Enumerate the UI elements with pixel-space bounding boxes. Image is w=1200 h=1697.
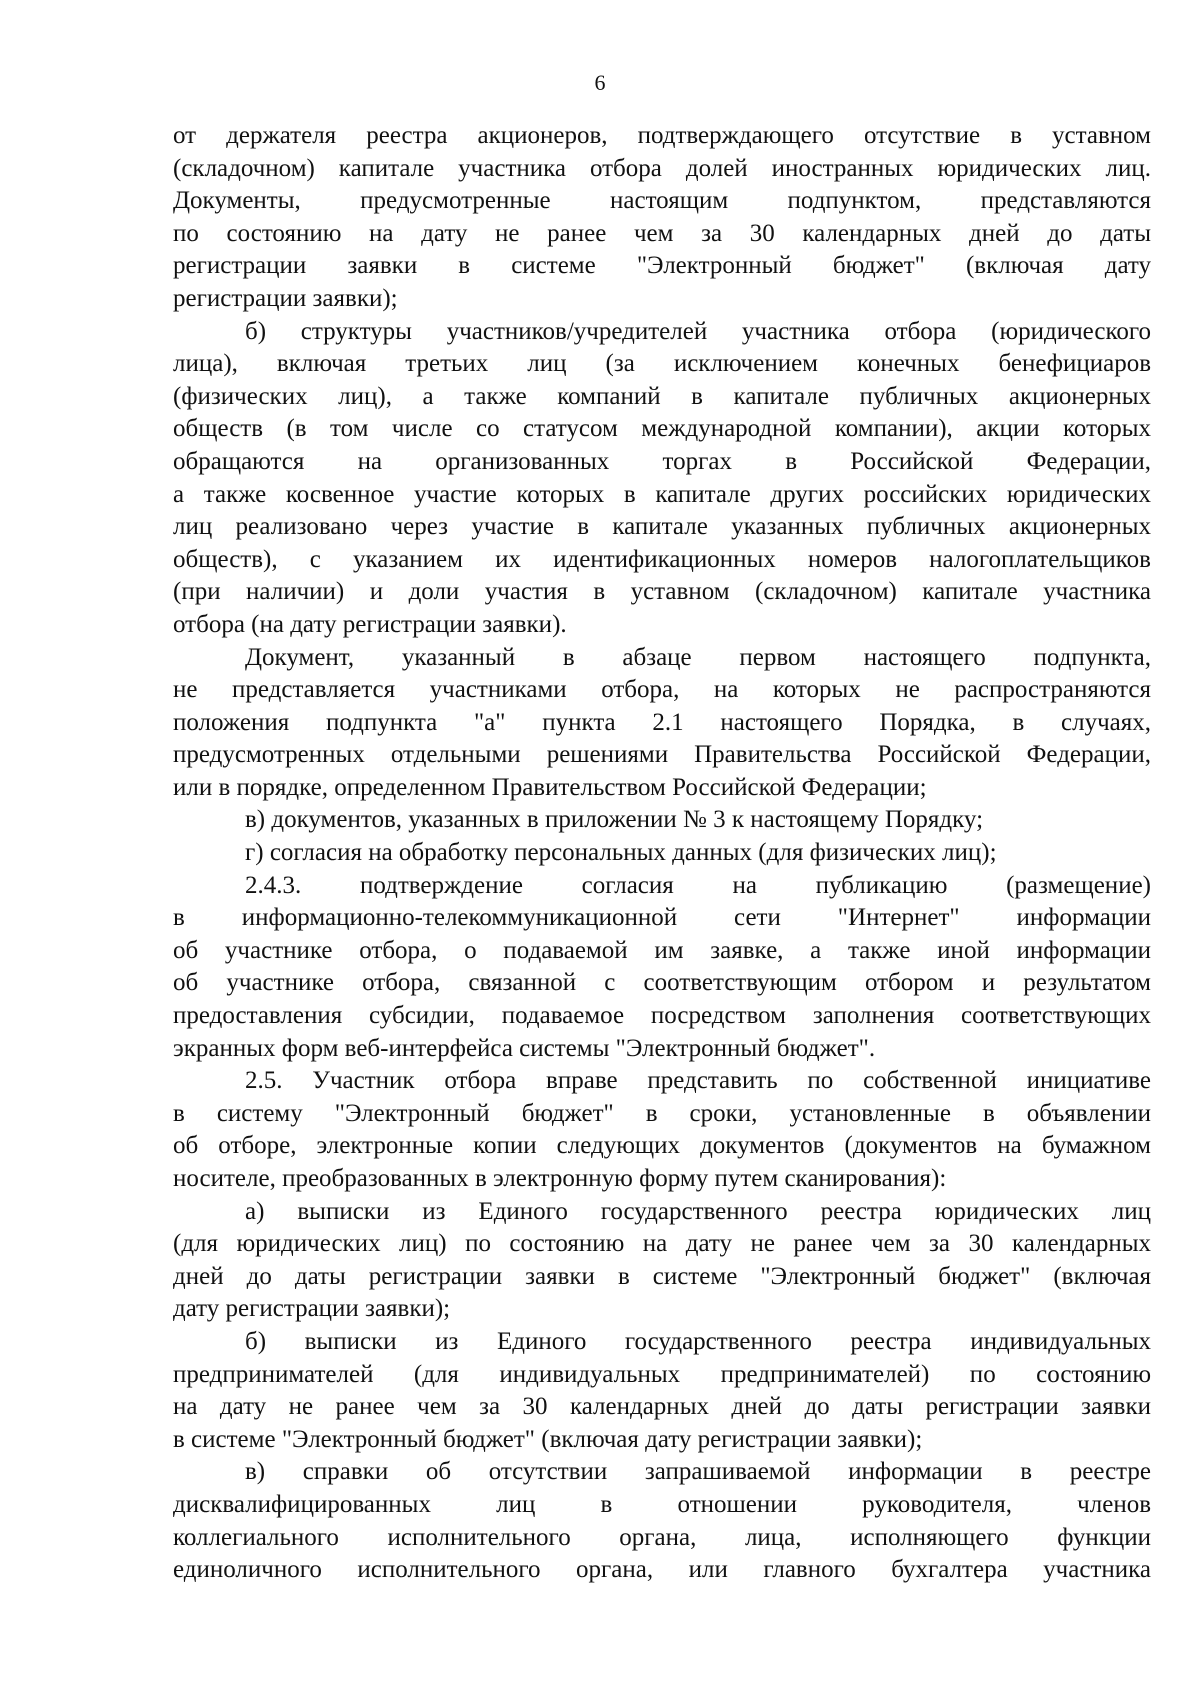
text-line: носителе, преобразованных в электронную форму путем сканирования): [173, 1165, 947, 1192]
text-line: (физических лиц), а также компаний в капитале публичных акционерных [173, 382, 1151, 410]
text-line: (складочном) капитале участника отбора долей иностранных юридических лиц. [173, 154, 1151, 182]
text-line: не представляется участниками отбора, на которых не распространяются [173, 676, 1151, 704]
text-line: отбора (на дату регистрации заявки). [173, 610, 567, 638]
text-line: об участнике отбора, о подаваемой им заявке, а также иной информации [173, 936, 1151, 964]
text-line: на дату не ранее чем за 30 календарных дней до даты регистрации заявки [173, 1393, 1151, 1421]
text-line: г) согласия на обработку персональных данных (для физических лиц); [245, 839, 997, 867]
text-line: б) структуры участников/учредителей участника отбора (юридического [245, 317, 1151, 345]
text-line: в информационно-телекоммуникационной сети "Интернет" информации [173, 904, 1151, 932]
text-line: об участнике отбора, связанной с соответствующим отбором и результатом [173, 969, 1151, 997]
text-line: от держателя реестра акционеров, подтверждающего отсутствие в уставном [173, 122, 1151, 149]
text-line: (для юридических лиц) по состоянию на дату не ранее чем за 30 календарных [173, 1230, 1151, 1258]
text-line: в) документов, указанных в приложении № 3 к настоящему Порядку; [245, 806, 984, 834]
text-line: по состоянию на дату не ранее чем за 30 календарных дней до даты [173, 219, 1151, 247]
text-line: или в порядке, определенном Правительством Российской Федерации; [173, 773, 927, 801]
text-line: предоставления субсидии, подаваемое посредством заполнения соответствующих [173, 1002, 1151, 1030]
text-line: в систему "Электронный бюджет" в сроки, установленные в объявлении [173, 1099, 1151, 1127]
text-line: в системе "Электронный бюджет" (включая дату регистрации заявки); [173, 1425, 923, 1453]
text-line: а также косвенное участие которых в капитале других российских юридических [173, 480, 1151, 508]
text-line: положения подпункта "а" пункта 2.1 настоящего Порядка, в случаях, [173, 708, 1151, 736]
text-line: лиц реализовано через участие в капитале указанных публичных акционерных [173, 513, 1151, 541]
text-line: Документы, предусмотренные настоящим подпунктом, представляются [173, 187, 1151, 215]
text-line: об отборе, электронные копии следующих документов (документов на бумажном [173, 1132, 1151, 1160]
text-line: дату регистрации заявки); [173, 1295, 451, 1323]
text-line: единоличного исполнительного органа, или главного бухгалтера участника [173, 1556, 1151, 1584]
text-line: обществ), с указанием их идентификационных номеров налогоплательщиков [173, 545, 1151, 573]
text-line: предпринимателей (для индивидуальных предпринимателей) по состоянию [173, 1360, 1151, 1388]
text-line: обществ (в том числе со статусом международной компании), акции которых [173, 415, 1151, 443]
text-line: дней до даты регистрации заявки в системе "Электронный бюджет" (включая [173, 1262, 1151, 1290]
page-number: 6 [594, 70, 606, 95]
text-line: лица), включая третьих лиц (за исключением конечных бенефициаров [173, 350, 1151, 378]
document-body [173, 120, 1151, 1587]
text-line: дисквалифицированных лиц в отношении руководителя, членов [173, 1490, 1151, 1518]
text-line: регистрации заявки); [173, 284, 398, 312]
text-line: а) выписки из Единого государственного реестра юридических лиц [245, 1197, 1151, 1225]
text-line: регистрации заявки в системе "Электронный бюджет" (включая дату [173, 252, 1151, 280]
text-line: экранных форм веб-интерфейса системы "Электронный бюджет". [173, 1034, 876, 1062]
text-line: б) выписки из Единого государственного реестра индивидуальных [245, 1327, 1151, 1355]
text-line: обращаются на организованных торгах в Российской Федерации, [173, 447, 1151, 475]
text-line: (при наличии) и доли участия в уставном (складочном) капитале участника [173, 578, 1151, 606]
text-line: Документ, указанный в абзаце первом настоящего подпункта, [245, 643, 1151, 671]
text-line: предусмотренных отдельными решениями Правительства Российской Федерации, [173, 741, 1151, 769]
text-line: 2.4.3. подтверждение согласия на публикацию (размещение) [245, 871, 1151, 899]
text-line: в) справки об отсутствии запрашиваемой информации в реестре [245, 1458, 1151, 1486]
text-line: коллегиального исполнительного органа, лица, исполняющего функции [173, 1523, 1151, 1551]
text-line: 2.5. Участник отбора вправе представить по собственной инициативе [245, 1067, 1151, 1095]
